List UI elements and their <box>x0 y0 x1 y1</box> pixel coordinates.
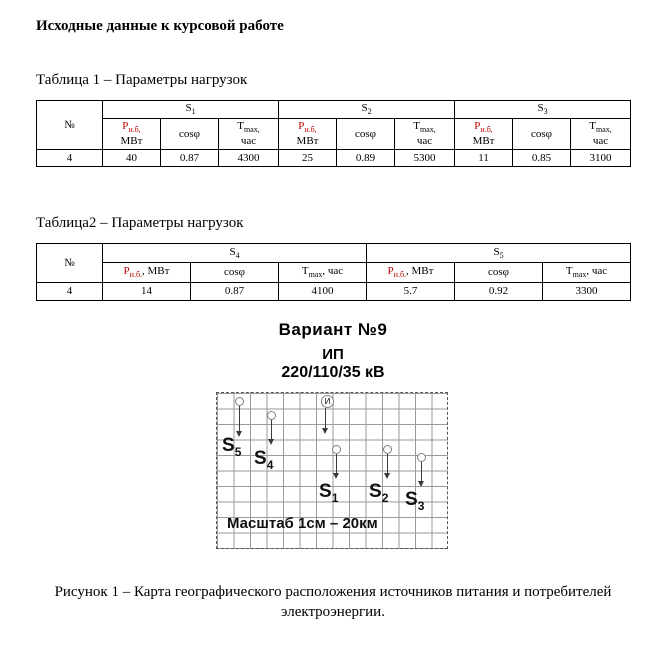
table1-group-s3-sub: 3 <box>543 107 548 117</box>
table1-group-s2-label: S <box>361 102 368 115</box>
table1-cell-6: 11 <box>455 150 513 167</box>
load-node-s1-arrow <box>333 473 339 479</box>
map-grid <box>216 392 448 549</box>
page-title: Исходные данные к курсовой работе <box>36 18 284 34</box>
load-node-s5-circle <box>235 397 244 406</box>
table1-cell-8: 3100 <box>571 150 631 167</box>
table1-col-cos3: cosφ <box>513 119 571 150</box>
table2-cell-0: 14 <box>103 283 191 301</box>
table1-caption: Таблица 1 – Параметры нагрузок <box>36 72 248 88</box>
table1-col-t2: $T_{max,}$ час <box>395 119 455 150</box>
table1-cell-no: 4 <box>37 150 103 167</box>
load-label-s2: $S_2$ <box>369 481 389 505</box>
table1-cell-1: 0.87 <box>161 150 219 167</box>
table1-cell-3: 25 <box>279 150 337 167</box>
source-arrowhead <box>322 428 328 434</box>
figure-map <box>0 320 666 621</box>
table1-cell-5: 5300 <box>395 150 455 167</box>
table1-header-no: № <box>37 101 103 150</box>
table2-group-s4: $S_4$ <box>103 244 367 263</box>
table1-col-p1: $Р_{н.б,}$ МВт <box>103 119 161 150</box>
load-label-s1: $S_1$ <box>319 481 339 505</box>
table1-col-p3: $Р_{н.б,}$ МВт <box>455 119 513 150</box>
table2-col-t4: $T_{max}$, час <box>279 263 367 283</box>
source-stem <box>325 408 326 430</box>
table1-col-t1: $T_{max,}$ час <box>219 119 279 150</box>
map-scale-note: Масштаб 1см – 20км <box>227 515 378 532</box>
load-node-s2-arrow <box>384 473 390 479</box>
table1 <box>36 100 631 167</box>
figure-variant-label: Вариант №9 <box>278 320 388 339</box>
table1-col-cos2: cosφ <box>337 119 395 150</box>
table1-col-t3: $T_{max,}$ час <box>571 119 631 150</box>
figure-voltage-label: 220/110/35 кВ <box>281 364 385 381</box>
table1-group-s1 <box>103 101 279 119</box>
load-node-s2-circle <box>383 445 392 454</box>
load-node-s4-arrow <box>268 439 274 445</box>
load-node-s5-stem <box>239 406 240 434</box>
table2-header-no: № <box>37 244 103 283</box>
table2-caption: Таблица2 – Параметры нагрузок <box>36 215 244 231</box>
table1-cell-7: 0.85 <box>513 150 571 167</box>
table1-cell-0: 40 <box>103 150 161 167</box>
load-node-s3-circle <box>417 453 426 462</box>
table1-col-cos1: cosφ <box>161 119 219 150</box>
table2-cell-2: 4100 <box>279 283 367 301</box>
table2-col-t5: $T_{max}$, час <box>543 263 631 283</box>
table2-header-row-1 <box>37 244 631 263</box>
figure-caption-line2: потребителей электроэнергии. <box>281 584 612 621</box>
table2-cell-no: 4 <box>37 283 103 301</box>
figure-caption-line1: Рисунок 1 – Карта географического расположения источников питания и <box>54 584 521 600</box>
load-label-s4: $S_4$ <box>254 448 274 472</box>
table2-data-row <box>37 283 631 301</box>
table2 <box>36 243 631 301</box>
load-node-s1-circle <box>332 445 341 454</box>
table1-header-row-1 <box>37 101 631 119</box>
load-node-s4-circle <box>267 411 276 420</box>
table2-col-p4: $Р_{н.б.}$, МВт <box>103 263 191 283</box>
load-label-s3: $S_3$ <box>405 489 425 513</box>
table1-group-s3-label: S <box>537 102 544 115</box>
table2-cell-4: 0.92 <box>455 283 543 301</box>
table1-group-s3 <box>455 101 631 119</box>
table1-group-s1-sub: 1 <box>191 107 196 117</box>
table1-cell-4: 0.89 <box>337 150 395 167</box>
table2-cell-3: 5.7 <box>367 283 455 301</box>
table1-header-row-2 <box>37 119 631 150</box>
table1-col-p2: $Р_{н.б,}$ МВт <box>279 119 337 150</box>
load-label-s5: $S_5$ <box>222 435 242 459</box>
table2-cell-5: 3300 <box>543 283 631 301</box>
table1-group-s1-label: S <box>185 102 192 115</box>
table2-group-s5: $S_5$ <box>367 244 631 263</box>
table2-header-row-2 <box>37 263 631 283</box>
table2-cell-1: 0.87 <box>191 283 279 301</box>
figure-source-label: ИП <box>322 346 344 363</box>
table2-col-p5: $Р_{н.б.}$, МВт <box>367 263 455 283</box>
load-node-s3-arrow <box>418 481 424 487</box>
table1-cell-2: 4300 <box>219 150 279 167</box>
table1-data-row <box>37 150 631 167</box>
table2-col-cos4: cosφ <box>191 263 279 283</box>
table1-group-s2 <box>279 101 455 119</box>
source-node-ip: И <box>321 395 334 408</box>
table1-group-s2-sub: 2 <box>367 107 372 117</box>
table2-col-cos5: cosφ <box>455 263 543 283</box>
figure-caption <box>40 582 626 623</box>
